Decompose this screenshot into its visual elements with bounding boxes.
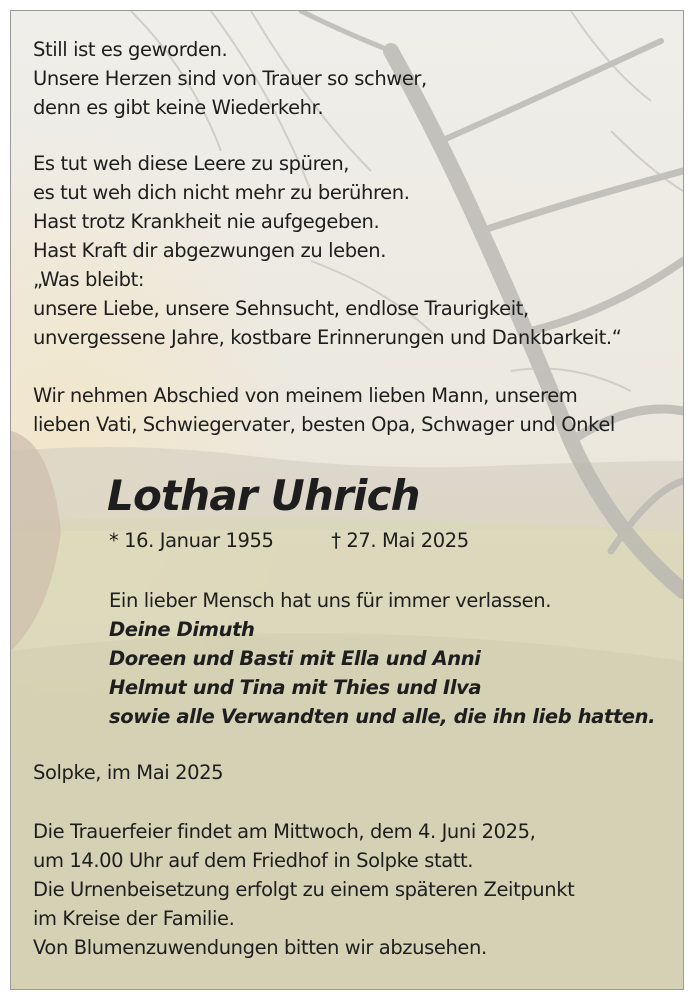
poem-line: unvergessene Jahre, kostbare Erinnerungen und Dankbarkeit.“	[33, 326, 622, 349]
birth-date: * 16. Januar 1955	[109, 529, 274, 552]
mourner-line: Helmut und Tina mit Thies und Ilva	[109, 676, 482, 699]
death-date: † 27. Mai 2025	[331, 529, 469, 552]
poem-line: Still ist es geworden.	[33, 38, 228, 61]
poem-line: Hast Kraft dir abgezwungen zu leben.	[33, 239, 387, 262]
farewell-line: Ein lieber Mensch hat uns für immer verlassen.	[109, 589, 552, 612]
poem-line: es tut weh dich nicht mehr zu berühren.	[33, 181, 410, 204]
poem-line: Es tut weh diese Leere zu spüren,	[33, 152, 350, 175]
obituary-text	[11, 11, 683, 989]
poem-line: unsere Liebe, unsere Sehnsucht, endlose Traurigkeit,	[33, 297, 529, 320]
mourner-line: sowie alle Verwandten und alle, die ihn lieb hatten.	[109, 705, 656, 728]
mourner-line: Doreen und Basti mit Ella und Anni	[109, 647, 481, 670]
funeral-info-line: um 14.00 Uhr auf dem Friedhof in Solpke statt.	[33, 849, 474, 872]
intro-line: lieben Vati, Schwiegervater, besten Opa, Schwager und Onkel	[33, 413, 615, 436]
poem-line: Unsere Herzen sind von Trauer so schwer,	[33, 67, 427, 90]
poem-line: denn es gibt keine Wiederkehr.	[33, 96, 324, 119]
funeral-info-line: Von Blumenzuwendungen bitten wir abzusehen.	[33, 936, 487, 959]
poem-line: Hast trotz Krankheit nie aufgegeben.	[33, 210, 380, 233]
deceased-name: Lothar Uhrich	[107, 471, 420, 520]
poem-line: „Was bleibt:	[33, 268, 145, 291]
funeral-info-line: Die Trauerfeier findet am Mittwoch, dem 4. Juni 2025,	[33, 820, 536, 843]
intro-line: Wir nehmen Abschied von meinem lieben Mann, unserem	[33, 384, 578, 407]
obituary-card	[10, 10, 684, 990]
mourner-line: Deine Dimuth	[109, 618, 255, 641]
funeral-info-line: im Kreise der Familie.	[33, 907, 235, 930]
funeral-info-line: Die Urnenbeisetzung erfolgt zu einem späteren Zeitpunkt	[33, 878, 575, 901]
life-dates	[109, 526, 469, 555]
place-date: Solpke, im Mai 2025	[33, 761, 224, 784]
